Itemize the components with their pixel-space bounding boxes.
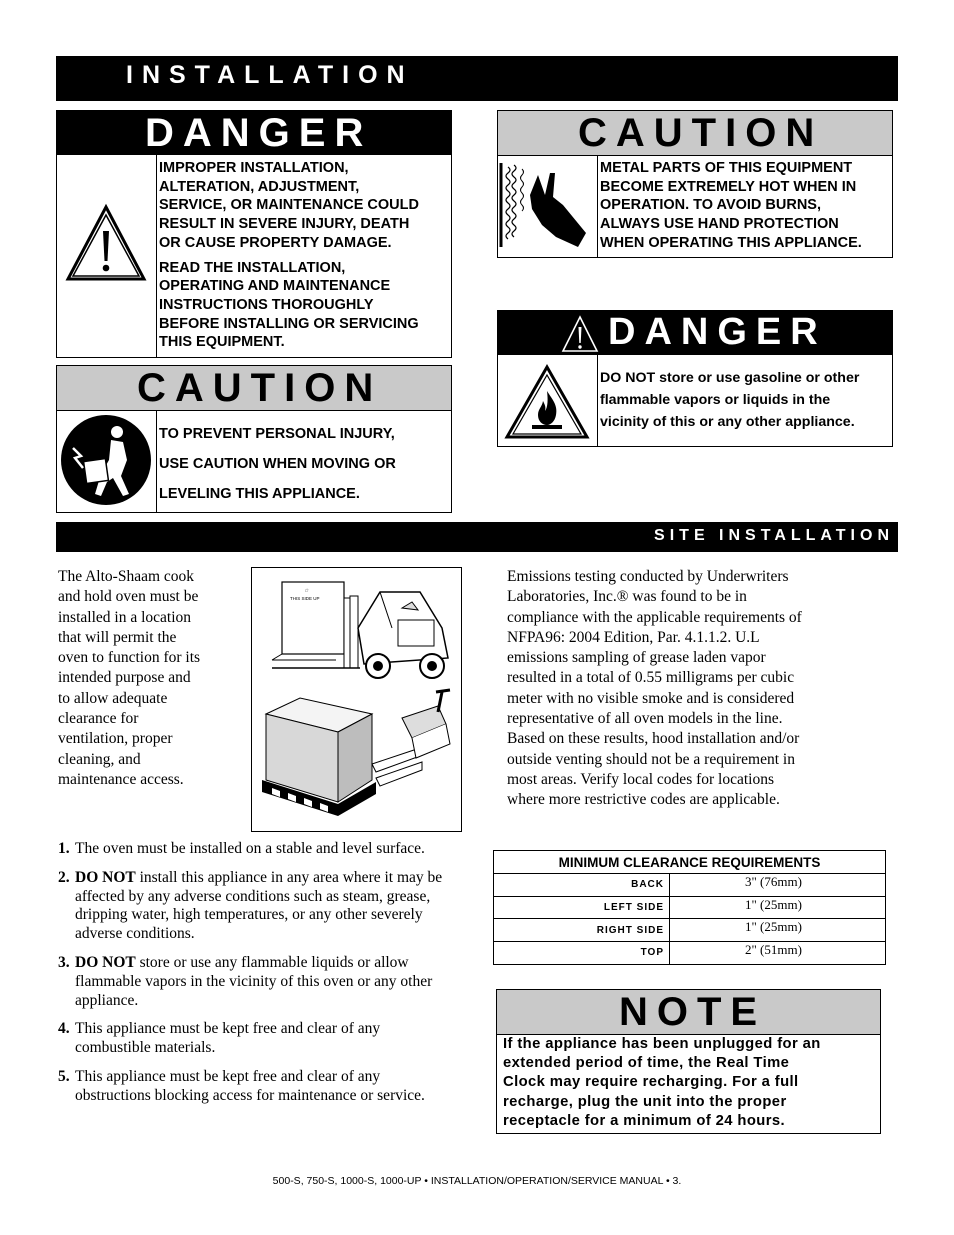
danger-line: OR CAUSE PROPERTY DAMAGE. xyxy=(159,234,392,251)
list-text: The oven must be installed on a stable and level surface. xyxy=(75,840,425,857)
note-line: recharge, plug the unit into the proper xyxy=(503,1093,787,1110)
list-text: store or use any flammable liquids or allow flammable vapors in the vicinity of this oven or any other appliance. xyxy=(75,953,433,1009)
clearance-value: 2" (51mm) xyxy=(670,942,886,965)
intro-line: installed in a location xyxy=(58,608,192,626)
clearance-table-wrapper xyxy=(493,850,886,965)
clearance-label: TOP xyxy=(494,942,670,965)
danger-line: DO NOT store or use gasoline or other xyxy=(600,370,860,386)
emissions-line: Laboratories, Inc.® was found to be in xyxy=(507,588,747,606)
table-row xyxy=(494,896,886,919)
clearance-value: 3" (76mm) xyxy=(670,874,886,897)
caution-line: TO PREVENT PERSONAL INJURY, xyxy=(159,426,395,442)
table-row xyxy=(494,874,886,897)
table-header-row xyxy=(494,851,886,874)
danger-line: IMPROPER INSTALLATION, xyxy=(159,160,349,176)
clearance-label: RIGHT SIDE xyxy=(494,919,670,942)
caution-title: CAUTION xyxy=(578,111,824,155)
danger-line: INSTRUCTIONS THOROUGHLY xyxy=(159,296,374,313)
list-item xyxy=(58,954,448,1010)
note-line: extended period of time, the Real Time xyxy=(503,1055,790,1072)
caution-line: WHEN OPERATING THIS APPLIANCE. xyxy=(600,234,862,251)
danger-line: OPERATING AND MAINTENANCE xyxy=(159,278,391,295)
caution-line: ALWAYS USE HAND PROTECTION xyxy=(600,216,839,233)
note-header xyxy=(497,990,880,1035)
section-header-site-installation xyxy=(56,522,898,552)
intro-line: cleaning, and xyxy=(58,750,141,768)
caution-box-hot-metal xyxy=(497,110,893,258)
table-row xyxy=(494,942,886,965)
site-intro-paragraph xyxy=(58,567,248,790)
note-line: Clock may require recharging. For a full xyxy=(503,1074,799,1091)
clearance-label: LEFT SIDE xyxy=(494,896,670,919)
caution-icon-cell xyxy=(498,155,598,257)
danger-message xyxy=(159,159,449,352)
danger-paragraph-2 xyxy=(159,259,449,353)
caution-header xyxy=(57,366,451,411)
footer-text: 500-S, 750-S, 1000-S, 1000-UP • INSTALLATION/OPERATION/SERVICE MANUAL • 3. xyxy=(272,1175,682,1187)
moving-equipment-illustration xyxy=(251,567,462,832)
page-footer xyxy=(0,1175,954,1187)
flammable-icon xyxy=(498,355,597,446)
danger-line: RESULT IN SEVERE INJURY, DEATH xyxy=(159,216,410,233)
danger-line: SERVICE, OR MAINTENANCE COULD xyxy=(159,197,419,214)
warning-triangle-icon xyxy=(560,314,600,354)
list-item xyxy=(58,1068,448,1106)
danger-line: flammable vapors or liquids in the xyxy=(600,392,831,408)
danger-header xyxy=(57,111,451,155)
caution-header xyxy=(498,111,892,156)
caution-icon-cell xyxy=(57,410,157,512)
danger-paragraph-1 xyxy=(159,159,449,253)
emissions-line: representative of all oven models in the line. xyxy=(507,710,783,728)
list-emphasis: DO NOT xyxy=(75,868,136,886)
emissions-line: emissions sampling of grease laden vapor xyxy=(507,649,766,667)
emissions-line: resulted in a total of 0.55 milligrams per cubic xyxy=(507,669,795,687)
caution-line: LEVELING THIS APPLIANCE. xyxy=(159,486,360,502)
list-item xyxy=(58,1020,448,1058)
list-number: 1. xyxy=(58,840,70,857)
intro-line: The Alto-Shaam cook xyxy=(58,568,195,585)
list-item xyxy=(58,869,448,944)
emissions-line: Emissions testing conducted by Underwriters xyxy=(507,568,789,585)
list-text: install this appliance in any area where it may be affected by any adverse conditions such as steam, grease, dripping water, high temperatures, or any other severely adverse conditions. xyxy=(75,868,443,943)
caution-box-moving xyxy=(56,365,452,513)
caution-title: CAUTION xyxy=(137,366,383,410)
installation-requirements-list xyxy=(58,840,448,1116)
hot-hand-icon xyxy=(498,155,597,257)
danger-line: READ THE INSTALLATION, xyxy=(159,259,346,276)
danger-line: ALTERATION, ADJUSTMENT, xyxy=(159,178,360,195)
caution-message xyxy=(159,419,449,509)
emissions-line: Based on these results, hood installation and/or xyxy=(507,730,800,748)
intro-line: maintenance access. xyxy=(58,770,184,788)
intro-line: clearance for xyxy=(58,710,139,728)
note-box xyxy=(496,989,881,1134)
danger-message xyxy=(600,367,892,433)
danger-line: BEFORE INSTALLING OR SERVICING xyxy=(159,315,419,332)
clearance-table-title: MINIMUM CLEARANCE REQUIREMENTS xyxy=(494,851,886,874)
warning-triangle-icon xyxy=(57,155,156,355)
list-emphasis: DO NOT xyxy=(75,953,136,971)
emissions-line: compliance with the applicable requirements of xyxy=(507,608,802,626)
table-row xyxy=(494,919,886,942)
note-title: NOTE xyxy=(619,990,767,1034)
danger-icon-cell xyxy=(57,155,157,357)
caution-line: METAL PARTS OF THIS EQUIPMENT xyxy=(600,160,853,176)
danger-line: vicinity of this or any other appliance. xyxy=(600,414,855,430)
caution-line: BECOME EXTREMELY HOT WHEN IN xyxy=(600,178,857,195)
forklift-pallet-illustration xyxy=(252,568,461,831)
caution-message xyxy=(600,159,890,253)
emissions-line: meter with no visible smoke and is considered xyxy=(507,689,795,707)
caution-line: OPERATION. TO AVOID BURNS, xyxy=(600,197,822,214)
danger-box-flammable xyxy=(497,310,893,447)
list-text: This appliance must be kept free and clear of any obstructions blocking access for maintenance or service. xyxy=(75,1067,425,1104)
intro-line: and hold oven must be xyxy=(58,588,199,606)
clearance-label: BACK xyxy=(494,874,670,897)
section-header-installation xyxy=(56,56,898,101)
lifting-injury-icon xyxy=(57,410,156,512)
section-title: INSTALLATION xyxy=(126,61,414,89)
note-line: receptacle for a minimum of 24 hours. xyxy=(503,1112,786,1129)
list-text: This appliance must be kept free and clear of any combustible materials. xyxy=(75,1020,381,1057)
intro-line: oven to function for its xyxy=(58,649,201,667)
note-line: If the appliance has been unplugged for an xyxy=(503,1036,821,1052)
danger-title: DANGER xyxy=(608,311,827,353)
danger-title: DANGER xyxy=(145,111,373,155)
note-message xyxy=(503,1035,879,1131)
list-number: 5. xyxy=(58,1067,70,1085)
danger-icon-cell xyxy=(498,355,598,446)
clearance-value: 1" (25mm) xyxy=(670,919,886,942)
emissions-line: most areas. Verify local codes for locations xyxy=(507,770,775,788)
emissions-paragraph xyxy=(507,567,897,811)
svg-text:☆: ☆ xyxy=(304,588,309,594)
danger-header xyxy=(498,311,892,355)
intro-line: that will permit the xyxy=(58,628,177,646)
list-number: 4. xyxy=(58,1020,70,1038)
list-number: 2. xyxy=(58,868,70,886)
intro-line: to allow adequate xyxy=(58,689,168,707)
list-number: 3. xyxy=(58,953,70,971)
intro-line: intended purpose and xyxy=(58,669,191,687)
list-item xyxy=(58,840,448,859)
danger-box-installation xyxy=(56,110,452,358)
crate-label: THIS SIDE UP xyxy=(290,596,320,601)
clearance-table xyxy=(493,850,886,965)
emissions-line: NFPA96: 2004 Edition, Par. 4.1.1.2. U.L xyxy=(507,628,760,646)
caution-line: USE CAUTION WHEN MOVING OR xyxy=(159,456,396,472)
section-title: SITE INSTALLATION xyxy=(654,527,894,544)
danger-line: THIS EQUIPMENT. xyxy=(159,334,285,351)
emissions-line: outside venting should not be a requirement in xyxy=(507,750,795,768)
clearance-value: 1" (25mm) xyxy=(670,896,886,919)
intro-line: ventilation, proper xyxy=(58,730,173,748)
emissions-line: where more restrictive codes are applicable. xyxy=(507,791,780,809)
